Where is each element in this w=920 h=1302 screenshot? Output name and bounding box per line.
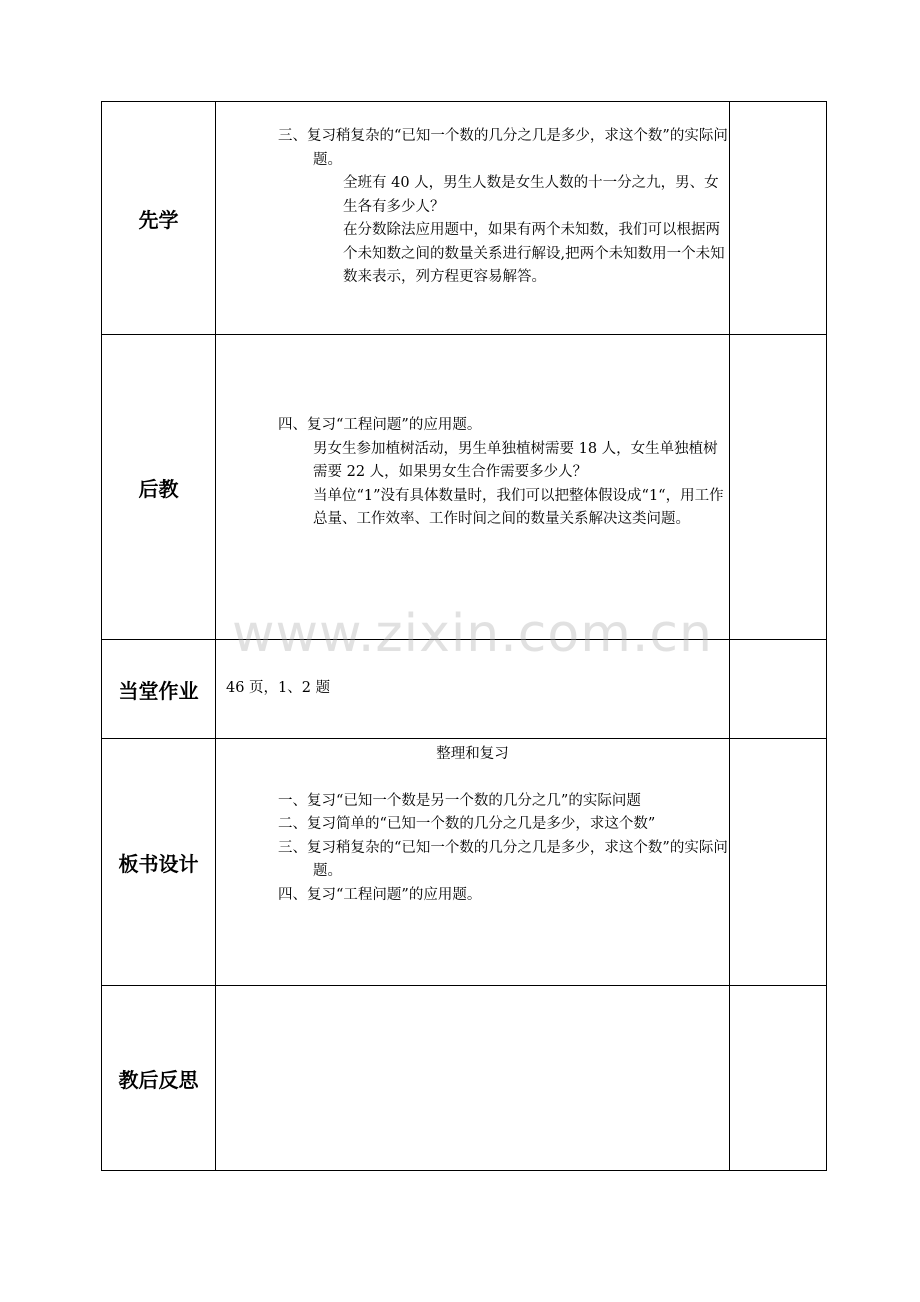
row-content: [216, 640, 730, 739]
notes-cell: [730, 102, 827, 335]
notes-cell: [730, 335, 827, 640]
row-label: 先学: [102, 102, 216, 335]
paragraph: 在分数除法应用题中，如果有两个未知数，我们可以根据两个未知数之间的数量关系进行解设,把两个未知数用一个未知数来表示，列方程更容易解答。: [343, 222, 725, 285]
row-label: 后教: [102, 335, 216, 640]
row-reflection: [102, 986, 827, 1171]
section-heading: 三、复习稍复杂的“已知一个数的几分之几是多少，求这个数”的实际问题。: [278, 128, 728, 168]
notes-cell: [730, 739, 827, 986]
board-item: 三、复习稍复杂的“已知一个数的几分之几是多少，求这个数”的实际问题。: [278, 839, 728, 879]
row-content: [216, 986, 730, 1171]
paragraph: 当单位“1”没有具体数量时，我们可以把整体假设成“1“，用工作总量、工作效率、工作时间之间的数量关系解决这类问题。: [313, 487, 724, 527]
row-teach: [102, 335, 827, 640]
board-item: 二、复习简单的“已知一个数的几分之几是多少，求这个数”: [278, 816, 656, 832]
board-title: 整理和复习: [436, 746, 509, 762]
row-content: [216, 739, 730, 986]
section-heading: 四、复习“工程问题”的应用题。: [278, 417, 482, 433]
notes-cell: [730, 640, 827, 739]
paragraph: 男女生参加植树活动，男生单独植树需要 18 人，女生单独植树需要 22 人，如果男女生合作需要多少人？: [313, 440, 718, 480]
notes-cell: [730, 986, 827, 1171]
row-label: 板书设计: [102, 739, 216, 986]
row-preview: [102, 102, 827, 335]
board-item: 一、复习“已知一个数是另一个数的几分之几”的实际问题: [278, 792, 641, 809]
row-board: [102, 739, 827, 986]
paragraph: 全班有 40 人，男生人数是女生人数的十一分之九，男、女生各有多少人？: [343, 175, 719, 215]
row-homework: [102, 640, 827, 739]
watermark: www.zixin.com.cn: [232, 604, 713, 664]
row-content: [216, 335, 730, 640]
row-label: 教后反思: [102, 986, 216, 1171]
board-item: 四、复习“工程问题”的应用题。: [278, 886, 482, 903]
row-content: [216, 102, 730, 335]
lesson-plan-table: [101, 101, 827, 1171]
row-label: 当堂作业: [102, 640, 216, 739]
homework-text: 46 页，1、2 题: [226, 680, 331, 697]
